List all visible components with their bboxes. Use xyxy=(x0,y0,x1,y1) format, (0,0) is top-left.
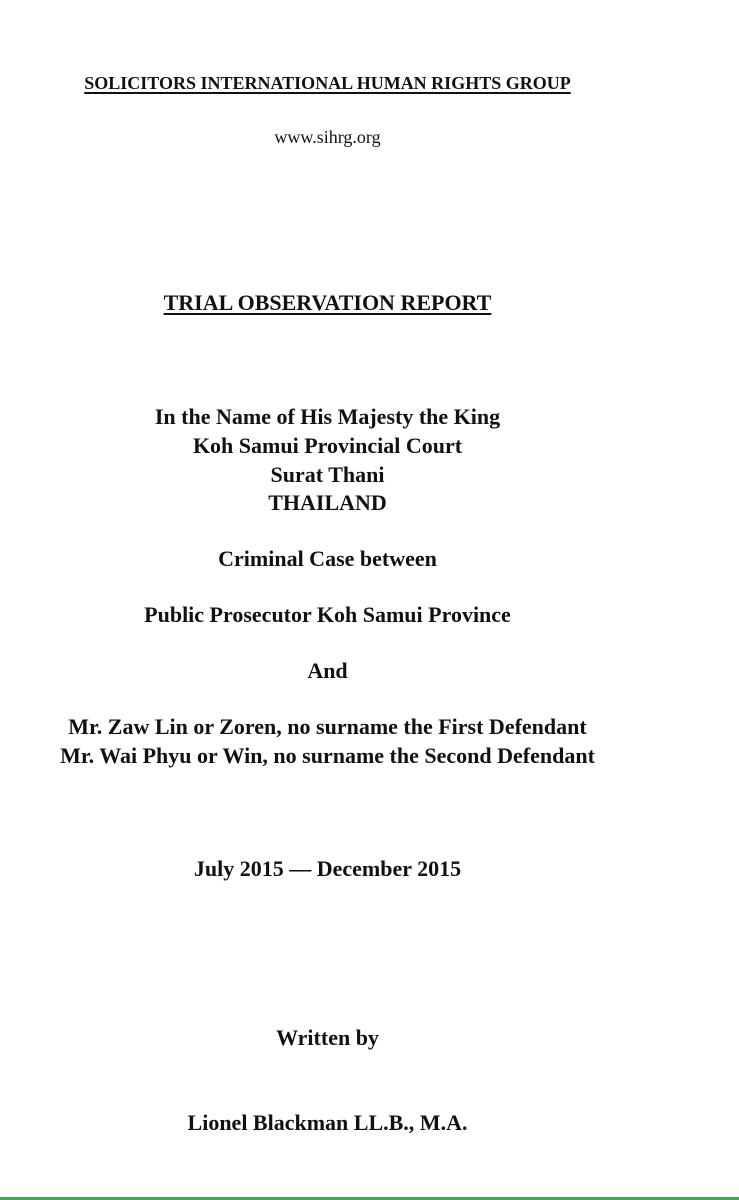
and-conjunction: And xyxy=(307,658,348,683)
first-defendant: Mr. Zaw Lin or Zoren, no surname the First Defendant xyxy=(68,714,587,739)
court-line-3: Surat Thani xyxy=(270,462,385,487)
author-name: Lionel Blackman LL.B., M.A. xyxy=(187,1110,468,1135)
report-title: TRIAL OBSERVATION REPORT xyxy=(163,290,492,315)
case-heading: Criminal Case between xyxy=(218,546,437,571)
organization-name: SOLICITORS INTERNATIONAL HUMAN RIGHTS GROUP xyxy=(84,73,571,93)
court-line-1: In the Name of His Majesty the King xyxy=(154,404,501,429)
second-defendant: Mr. Wai Phyu or Win, no surname the Second Defendant xyxy=(60,743,595,768)
report-period: July 2015 — December 2015 xyxy=(193,856,462,881)
written-by-label: Written by xyxy=(276,1025,379,1050)
court-line-2: Koh Samui Provincial Court xyxy=(192,433,463,458)
website-url: www.sihrg.org xyxy=(274,127,381,147)
court-line-4: THAILAND xyxy=(268,490,387,515)
prosecutor-party: Public Prosecutor Koh Samui Province xyxy=(144,602,511,627)
